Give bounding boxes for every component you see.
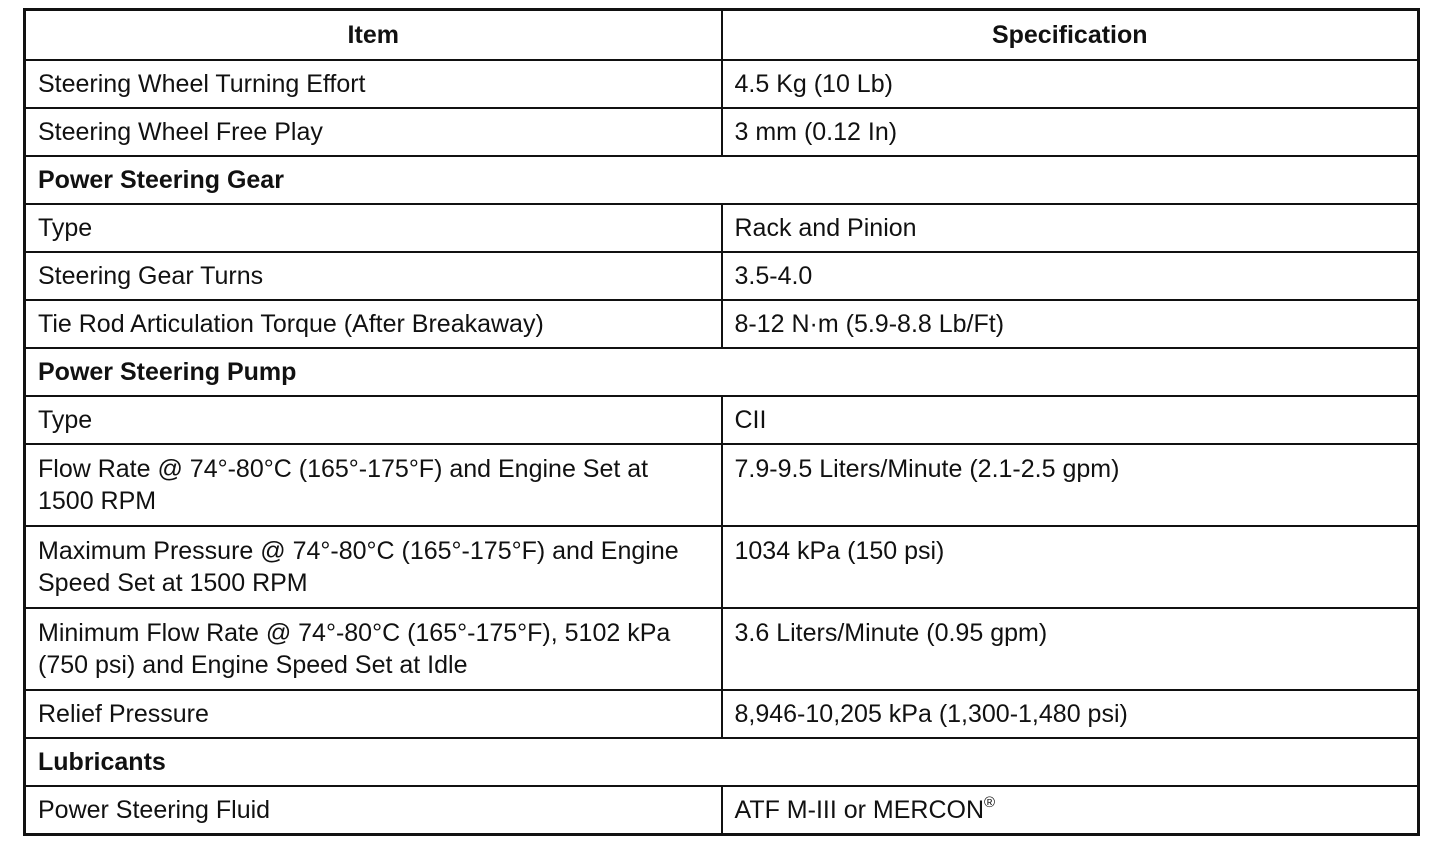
specification-table — [23, 8, 1420, 836]
table-row — [25, 690, 1419, 738]
item-cell: Type — [25, 396, 722, 444]
section-row — [25, 156, 1419, 204]
item-cell: Steering Wheel Turning Effort — [25, 60, 722, 108]
table-row — [25, 396, 1419, 444]
spec-cell: CII — [722, 396, 1419, 444]
table-row — [25, 108, 1419, 156]
spec-cell: 1034 kPa (150 psi) — [722, 526, 1419, 608]
spec-cell: 3.5-4.0 — [722, 252, 1419, 300]
item-cell: Maximum Pressure @ 74°-80°C (165°-175°F) and Engine Speed Set at 1500 RPM — [25, 526, 722, 608]
section-heading-power-steering-pump: Power Steering Pump — [25, 348, 1419, 396]
spec-cell: 4.5 Kg (10 Lb) — [722, 60, 1419, 108]
header-row — [25, 10, 1419, 61]
table-row — [25, 786, 1419, 835]
spec-cell: Rack and Pinion — [722, 204, 1419, 252]
item-cell: Steering Gear Turns — [25, 252, 722, 300]
table-row — [25, 60, 1419, 108]
spec-cell: 3 mm (0.12 In) — [722, 108, 1419, 156]
spec-text: ATF M-III or MERCON — [734, 796, 985, 824]
item-cell: Flow Rate @ 74°-80°C (165°-175°F) and Engine Set at 1500 RPM — [25, 444, 722, 526]
registered-mark: ® — [984, 793, 996, 811]
item-cell: Minimum Flow Rate @ 74°-80°C (165°-175°F), 5102 kPa (750 psi) and Engine Speed Set at Idle — [25, 608, 722, 690]
spec-cell — [722, 786, 1419, 835]
column-header-specification: Specification — [722, 10, 1419, 61]
item-cell: Steering Wheel Free Play — [25, 108, 722, 156]
section-heading-lubricants: Lubricants — [25, 738, 1419, 786]
item-cell: Type — [25, 204, 722, 252]
section-row — [25, 348, 1419, 396]
spec-cell: 3.6 Liters/Minute (0.95 gpm) — [722, 608, 1419, 690]
table-row — [25, 526, 1419, 608]
spec-cell: 7.9-9.5 Liters/Minute (2.1-2.5 gpm) — [722, 444, 1419, 526]
spec-cell: 8-12 N·m (5.9-8.8 Lb/Ft) — [722, 300, 1419, 348]
table-row — [25, 300, 1419, 348]
item-cell: Relief Pressure — [25, 690, 722, 738]
section-heading-power-steering-gear: Power Steering Gear — [25, 156, 1419, 204]
column-header-item: Item — [25, 10, 722, 61]
table-row — [25, 444, 1419, 526]
item-cell: Power Steering Fluid — [25, 786, 722, 835]
table-row — [25, 204, 1419, 252]
table-row — [25, 608, 1419, 690]
table-row — [25, 252, 1419, 300]
item-cell: Tie Rod Articulation Torque (After Breakaway) — [25, 300, 722, 348]
spec-cell: 8,946-10,205 kPa (1,300-1,480 psi) — [722, 690, 1419, 738]
section-row — [25, 738, 1419, 786]
